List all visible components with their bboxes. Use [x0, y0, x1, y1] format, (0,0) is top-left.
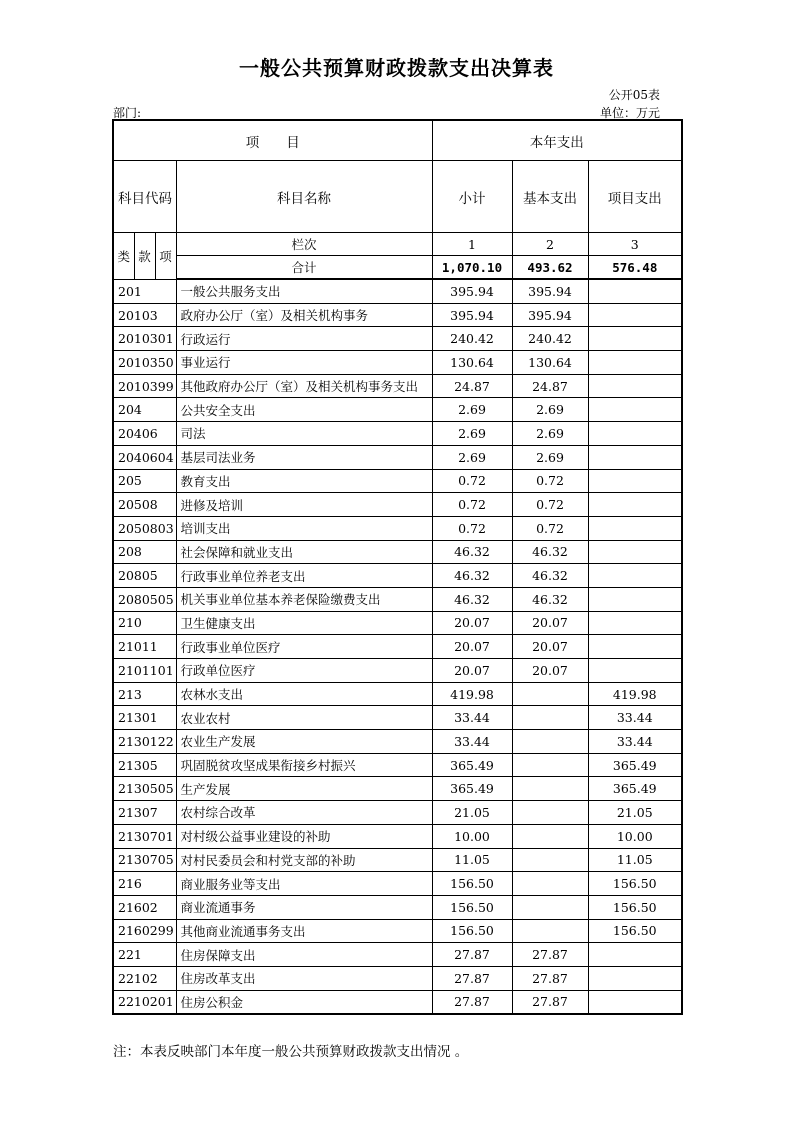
row-name: 一般公共服务支出: [176, 279, 432, 303]
row-subtotal: 20.07: [432, 635, 512, 659]
table-row: [113, 398, 682, 422]
row-project: [588, 540, 682, 564]
table-row: [113, 848, 682, 872]
row-code: 2040604: [113, 445, 176, 469]
row-subtotal: 365.49: [432, 753, 512, 777]
row-subtotal: 2.69: [432, 398, 512, 422]
row-basic: [512, 895, 588, 919]
table-row: [113, 919, 682, 943]
row-code: 2010301: [113, 327, 176, 351]
header-row-1: [113, 120, 682, 161]
form-number: 公开05表: [608, 88, 660, 102]
row-project: [588, 422, 682, 446]
row-project: [588, 966, 682, 990]
table-row: [113, 777, 682, 801]
row-basic: 2.69: [512, 398, 588, 422]
header-project: 项目支出: [588, 161, 682, 233]
row-subtotal: 156.50: [432, 919, 512, 943]
table-row: [113, 327, 682, 351]
row-project: 419.98: [588, 682, 682, 706]
row-subtotal: 21.05: [432, 801, 512, 825]
row-basic: 27.87: [512, 990, 588, 1014]
row-code: 216: [113, 872, 176, 896]
row-basic: [512, 824, 588, 848]
row-subtotal: 0.72: [432, 469, 512, 493]
row-code: 2010399: [113, 374, 176, 398]
row-name: 住房改革支出: [176, 966, 432, 990]
row-name: 行政事业单位养老支出: [176, 564, 432, 588]
total-subtotal: 1,070.10: [432, 256, 512, 280]
row-basic: 20.07: [512, 659, 588, 683]
row-basic: [512, 919, 588, 943]
table-row: [113, 516, 682, 540]
row-subtotal: 365.49: [432, 777, 512, 801]
row-code: 21307: [113, 801, 176, 825]
row-project: 156.50: [588, 919, 682, 943]
header-col2: 2: [512, 233, 588, 256]
table-row: [113, 730, 682, 754]
row-project: [588, 659, 682, 683]
total-label: 合计: [176, 256, 432, 280]
table-row: [113, 943, 682, 967]
row-subtotal: 130.64: [432, 351, 512, 375]
row-project: 11.05: [588, 848, 682, 872]
row-basic: [512, 753, 588, 777]
row-name: 进修及培训: [176, 493, 432, 517]
total-basic: 493.62: [512, 256, 588, 280]
row-subtotal: 240.42: [432, 327, 512, 351]
row-name: 培训支出: [176, 516, 432, 540]
header-row-3: [113, 233, 682, 256]
row-basic: 395.94: [512, 303, 588, 327]
row-code: 20406: [113, 422, 176, 446]
row-code: 2130701: [113, 824, 176, 848]
row-subtotal: 46.32: [432, 540, 512, 564]
row-code: 2050803: [113, 516, 176, 540]
row-code: 2130705: [113, 848, 176, 872]
row-name: 农业生产发展: [176, 730, 432, 754]
row-project: [588, 635, 682, 659]
row-code: 2130505: [113, 777, 176, 801]
row-subtotal: 27.87: [432, 943, 512, 967]
row-code: 20508: [113, 493, 176, 517]
row-name: 其他商业流通事务支出: [176, 919, 432, 943]
row-project: 33.44: [588, 730, 682, 754]
row-basic: 130.64: [512, 351, 588, 375]
row-project: 365.49: [588, 777, 682, 801]
row-name: 商业流通事务: [176, 895, 432, 919]
total-row: [113, 256, 682, 280]
row-name: 政府办公厅（室）及相关机构事务: [176, 303, 432, 327]
table-row: [113, 824, 682, 848]
header-lei: 类: [113, 233, 134, 280]
header-col3: 3: [588, 233, 682, 256]
row-name: 农村综合改革: [176, 801, 432, 825]
row-project: 156.50: [588, 872, 682, 896]
report-title: 一般公共预算财政拨款支出决算表: [239, 56, 554, 80]
row-name: 其他政府办公厅（室）及相关机构事务支出: [176, 374, 432, 398]
row-name: 卫生健康支出: [176, 611, 432, 635]
header-code: 科目代码: [113, 161, 176, 233]
row-project: [588, 303, 682, 327]
row-subtotal: 33.44: [432, 730, 512, 754]
row-code: 2130122: [113, 730, 176, 754]
header-subtotal: 小计: [432, 161, 512, 233]
header-row-2: [113, 161, 682, 233]
row-code: 210: [113, 611, 176, 635]
table-row: [113, 587, 682, 611]
row-basic: 46.32: [512, 540, 588, 564]
row-subtotal: 2.69: [432, 445, 512, 469]
table-row: [113, 540, 682, 564]
row-subtotal: 46.32: [432, 564, 512, 588]
row-subtotal: 395.94: [432, 303, 512, 327]
footnote: 注：本表反映部门本年度一般公共预算财政拨款支出情况 。: [113, 1044, 469, 1060]
row-basic: 46.32: [512, 587, 588, 611]
row-basic: 2.69: [512, 422, 588, 446]
header-xiang: 项: [155, 233, 176, 280]
row-subtotal: 419.98: [432, 682, 512, 706]
row-basic: 0.72: [512, 516, 588, 540]
row-code: 20103: [113, 303, 176, 327]
row-name: 住房公积金: [176, 990, 432, 1014]
row-project: 365.49: [588, 753, 682, 777]
row-project: [588, 990, 682, 1014]
row-subtotal: 33.44: [432, 706, 512, 730]
row-code: 2210201: [113, 990, 176, 1014]
row-name: 机关事业单位基本养老保险缴费支出: [176, 587, 432, 611]
row-code: 21305: [113, 753, 176, 777]
row-subtotal: 0.72: [432, 516, 512, 540]
row-code: 2010350: [113, 351, 176, 375]
row-basic: 0.72: [512, 469, 588, 493]
row-basic: 24.87: [512, 374, 588, 398]
row-project: 21.05: [588, 801, 682, 825]
row-subtotal: 156.50: [432, 895, 512, 919]
row-code: 205: [113, 469, 176, 493]
table-row: [113, 895, 682, 919]
row-basic: 2.69: [512, 445, 588, 469]
row-name: 行政事业单位医疗: [176, 635, 432, 659]
table-row: [113, 279, 682, 303]
row-project: 33.44: [588, 706, 682, 730]
header-name: 科目名称: [176, 161, 432, 233]
row-name: 司法: [176, 422, 432, 446]
header-basic: 基本支出: [512, 161, 588, 233]
row-project: [588, 398, 682, 422]
row-name: 行政运行: [176, 327, 432, 351]
row-project: [588, 374, 682, 398]
department-label: 部门:: [113, 106, 142, 120]
header-item: 项 目: [113, 120, 432, 161]
row-code: 21011: [113, 635, 176, 659]
row-project: [588, 469, 682, 493]
row-basic: 27.87: [512, 966, 588, 990]
row-project: [588, 943, 682, 967]
row-name: 对村级公益事业建设的补助: [176, 824, 432, 848]
row-project: [588, 351, 682, 375]
row-code: 21301: [113, 706, 176, 730]
row-project: [588, 564, 682, 588]
row-name: 社会保障和就业支出: [176, 540, 432, 564]
row-project: [588, 327, 682, 351]
table-row: [113, 659, 682, 683]
table-row: [113, 753, 682, 777]
table-row: [113, 374, 682, 398]
table-row: [113, 966, 682, 990]
row-code: 21602: [113, 895, 176, 919]
row-subtotal: 10.00: [432, 824, 512, 848]
table-row: [113, 303, 682, 327]
row-project: [588, 445, 682, 469]
row-subtotal: 27.87: [432, 966, 512, 990]
row-name: 教育支出: [176, 469, 432, 493]
row-project: 10.00: [588, 824, 682, 848]
row-subtotal: 156.50: [432, 872, 512, 896]
total-project: 576.48: [588, 256, 682, 280]
row-code: 221: [113, 943, 176, 967]
row-basic: [512, 777, 588, 801]
row-name: 生产发展: [176, 777, 432, 801]
header-col1: 1: [432, 233, 512, 256]
unit-label: 单位：万元: [599, 106, 660, 120]
row-basic: 20.07: [512, 635, 588, 659]
row-basic: [512, 872, 588, 896]
row-basic: 0.72: [512, 493, 588, 517]
row-project: [588, 611, 682, 635]
row-name: 巩固脱贫攻坚成果衔接乡村振兴: [176, 753, 432, 777]
row-basic: [512, 801, 588, 825]
row-basic: 27.87: [512, 943, 588, 967]
table-row: [113, 469, 682, 493]
row-subtotal: 20.07: [432, 611, 512, 635]
row-project: [588, 516, 682, 540]
row-code: 22102: [113, 966, 176, 990]
row-project: [588, 587, 682, 611]
row-basic: [512, 706, 588, 730]
row-subtotal: 0.72: [432, 493, 512, 517]
row-subtotal: 20.07: [432, 659, 512, 683]
row-name: 行政单位医疗: [176, 659, 432, 683]
header-column-label: 栏次: [176, 233, 432, 256]
row-code: 201: [113, 279, 176, 303]
row-name: 事业运行: [176, 351, 432, 375]
row-subtotal: 2.69: [432, 422, 512, 446]
table-row: [113, 445, 682, 469]
row-subtotal: 11.05: [432, 848, 512, 872]
row-project: [588, 279, 682, 303]
row-name: 公共安全支出: [176, 398, 432, 422]
row-subtotal: 27.87: [432, 990, 512, 1014]
row-project: 156.50: [588, 895, 682, 919]
row-basic: 20.07: [512, 611, 588, 635]
header-year-spend: 本年支出: [432, 120, 682, 161]
row-basic: 240.42: [512, 327, 588, 351]
table-row: [113, 872, 682, 896]
row-code: 213: [113, 682, 176, 706]
expenditure-table: [112, 119, 683, 1015]
table-row: [113, 422, 682, 446]
row-name: 住房保障支出: [176, 943, 432, 967]
table-row: [113, 990, 682, 1014]
row-project: [588, 493, 682, 517]
row-subtotal: 46.32: [432, 587, 512, 611]
row-subtotal: 24.87: [432, 374, 512, 398]
row-name: 基层司法业务: [176, 445, 432, 469]
row-subtotal: 395.94: [432, 279, 512, 303]
table-row: [113, 611, 682, 635]
row-code: 2160299: [113, 919, 176, 943]
table-row: [113, 564, 682, 588]
row-code: 20805: [113, 564, 176, 588]
table-row: [113, 801, 682, 825]
row-basic: [512, 682, 588, 706]
row-code: 2101101: [113, 659, 176, 683]
row-basic: [512, 730, 588, 754]
table-row: [113, 635, 682, 659]
row-name: 农林水支出: [176, 682, 432, 706]
row-code: 208: [113, 540, 176, 564]
row-basic: 46.32: [512, 564, 588, 588]
row-basic: [512, 848, 588, 872]
table-row: [113, 706, 682, 730]
row-name: 农业农村: [176, 706, 432, 730]
row-name: 商业服务业等支出: [176, 872, 432, 896]
header-kuan: 款: [134, 233, 155, 280]
table-row: [113, 682, 682, 706]
row-code: 2080505: [113, 587, 176, 611]
row-basic: 395.94: [512, 279, 588, 303]
table-row: [113, 493, 682, 517]
row-code: 204: [113, 398, 176, 422]
row-name: 对村民委员会和村党支部的补助: [176, 848, 432, 872]
table-row: [113, 351, 682, 375]
